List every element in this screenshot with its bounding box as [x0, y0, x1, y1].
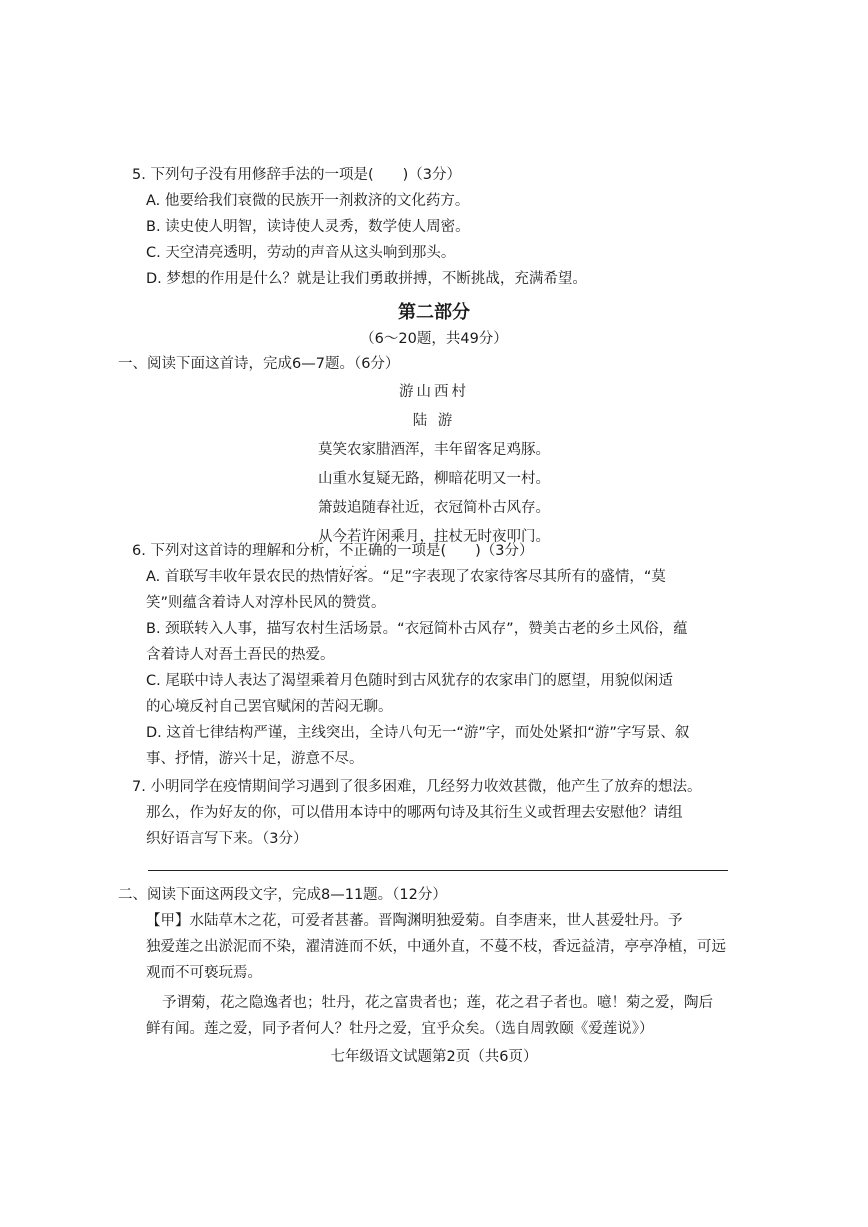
question-7-line-3: 织好语言写下来。（3分）: [146, 831, 308, 847]
question-5-option-c: C. 天空清亮透明，劳动的声音从这头响到那头。: [146, 245, 456, 261]
question-5-option-a: A. 他要给我们衰微的民族开一剂救济的文化药方。: [146, 193, 470, 209]
poem-line: 莫笑农家腊酒浑，丰年留客足鸡豚。: [318, 442, 550, 458]
question-6-option-d: D. 这首七律结构严谨，主线突出，全诗八句无一“游”字，而处处紧扣“游”字写景、叙: [146, 725, 690, 741]
question-5-stem: 5. 下列句子没有用修辞手法的一项是( )（3分）: [132, 167, 461, 183]
question-6-option-b-cont: 含着诗人对吾土吾民的热爱。: [146, 647, 335, 663]
question-6-stem-prefix: 6. 下列对这首诗的理解和分析，: [132, 543, 339, 559]
question-5-option-d: D. 梦想的作用是什么？就是让我们勇敢拼搏，不断挑战，充满希望。: [146, 271, 587, 287]
poem-line: 山重水复疑无路，柳暗花明又一村。: [318, 471, 550, 487]
passage-jia-line: 观而不可亵玩焉。: [146, 965, 262, 981]
question-6-option-b: B. 颈联转入人事，描写农村生活场景。“衣冠简朴古风存”，赞美古老的乡土风俗，蕴: [146, 621, 688, 637]
poem-line: 从今若许闲乘月，拄杖无时夜叩门。: [318, 529, 550, 545]
passage-jia-line: 独爱莲之出淤泥而不染，濯清涟而不妖，中通外直，不蔓不枝，香远益清，亭亭净植，可远: [146, 939, 726, 955]
section-one-heading: [118, 351, 718, 377]
question-6-option-a-cont: 笑”则蕴含着诗人对淳朴民风的赞赏。: [146, 595, 386, 611]
question-6-option-d-cont: 事、抒情，游兴十足，游意不尽。: [146, 751, 364, 767]
question-6-option-a: A. 首联写丰收年景农民的热情好客。“足”字表现了农家待客尽其所有的盛情，“莫: [146, 569, 666, 585]
poem-title: 游山西村: [399, 384, 469, 400]
question-6-emphasis: 不正确 · · ·: [339, 543, 383, 559]
part-two-subtitle: （6～20题，共49分）: [360, 331, 508, 347]
poem-line: 箫鼓追随春社近，衣冠简朴古风存。: [318, 500, 550, 516]
poem-block: [0, 378, 868, 552]
question-6-option-c-cont: 的心境反衬自己罢官赋闲的苦闷无聊。: [146, 699, 393, 715]
answer-line: [148, 870, 728, 871]
question-6-option-c: C. 尾联中诗人表达了渴望乘着月色随时到古风犹存的农家串门的愿望，用貌似闲适: [146, 673, 673, 689]
poem-author: 陆 游: [412, 413, 456, 429]
passage-jia-line: 鲜有闻。莲之爱，同予者何人？牡丹之爱，宜乎众矣。（选自周敦颐《爱莲说》）: [146, 1021, 654, 1037]
passage-jia-line: 【甲】水陆草木之花，可爱者甚蕃。晋陶渊明独爱菊。自李唐来，世人甚爱牡丹。予: [146, 913, 683, 929]
question-6: [132, 538, 732, 772]
question-6-stem-suffix: 的一项是( )（3分）: [382, 543, 534, 559]
question-7-line-2: 那么，作为好友的你，可以借用本诗中的哪两句诗及其衍生义或哲理去安慰他？请组: [146, 805, 683, 821]
question-5: [132, 162, 732, 292]
question-6-stem: [132, 538, 732, 564]
part-two-title: 第二部分: [398, 302, 470, 323]
section-two: [118, 882, 732, 1042]
question-7: [132, 774, 732, 852]
page-footer: 七年级语文试题第2页（共6页）: [330, 1049, 538, 1065]
passage-jia-line: 予谓菊，花之隐逸者也；牡丹，花之富贵者也；莲，花之君子者也。噫！菊之爱，陶后: [162, 995, 713, 1011]
question-7-line-1: 7. 小明同学在疫情期间学习遇到了很多困难，几经努力收效甚微，他产生了放弃的想法。: [132, 779, 702, 795]
section-two-heading: 二、阅读下面这两段文字，完成8—11题。（12分）: [118, 887, 447, 903]
section-one-heading-text: 一、阅读下面这首诗，完成6—7题。（6分）: [118, 356, 400, 372]
question-5-option-b: B. 读史使人明智，读诗使人灵秀，数学使人周密。: [146, 219, 470, 235]
